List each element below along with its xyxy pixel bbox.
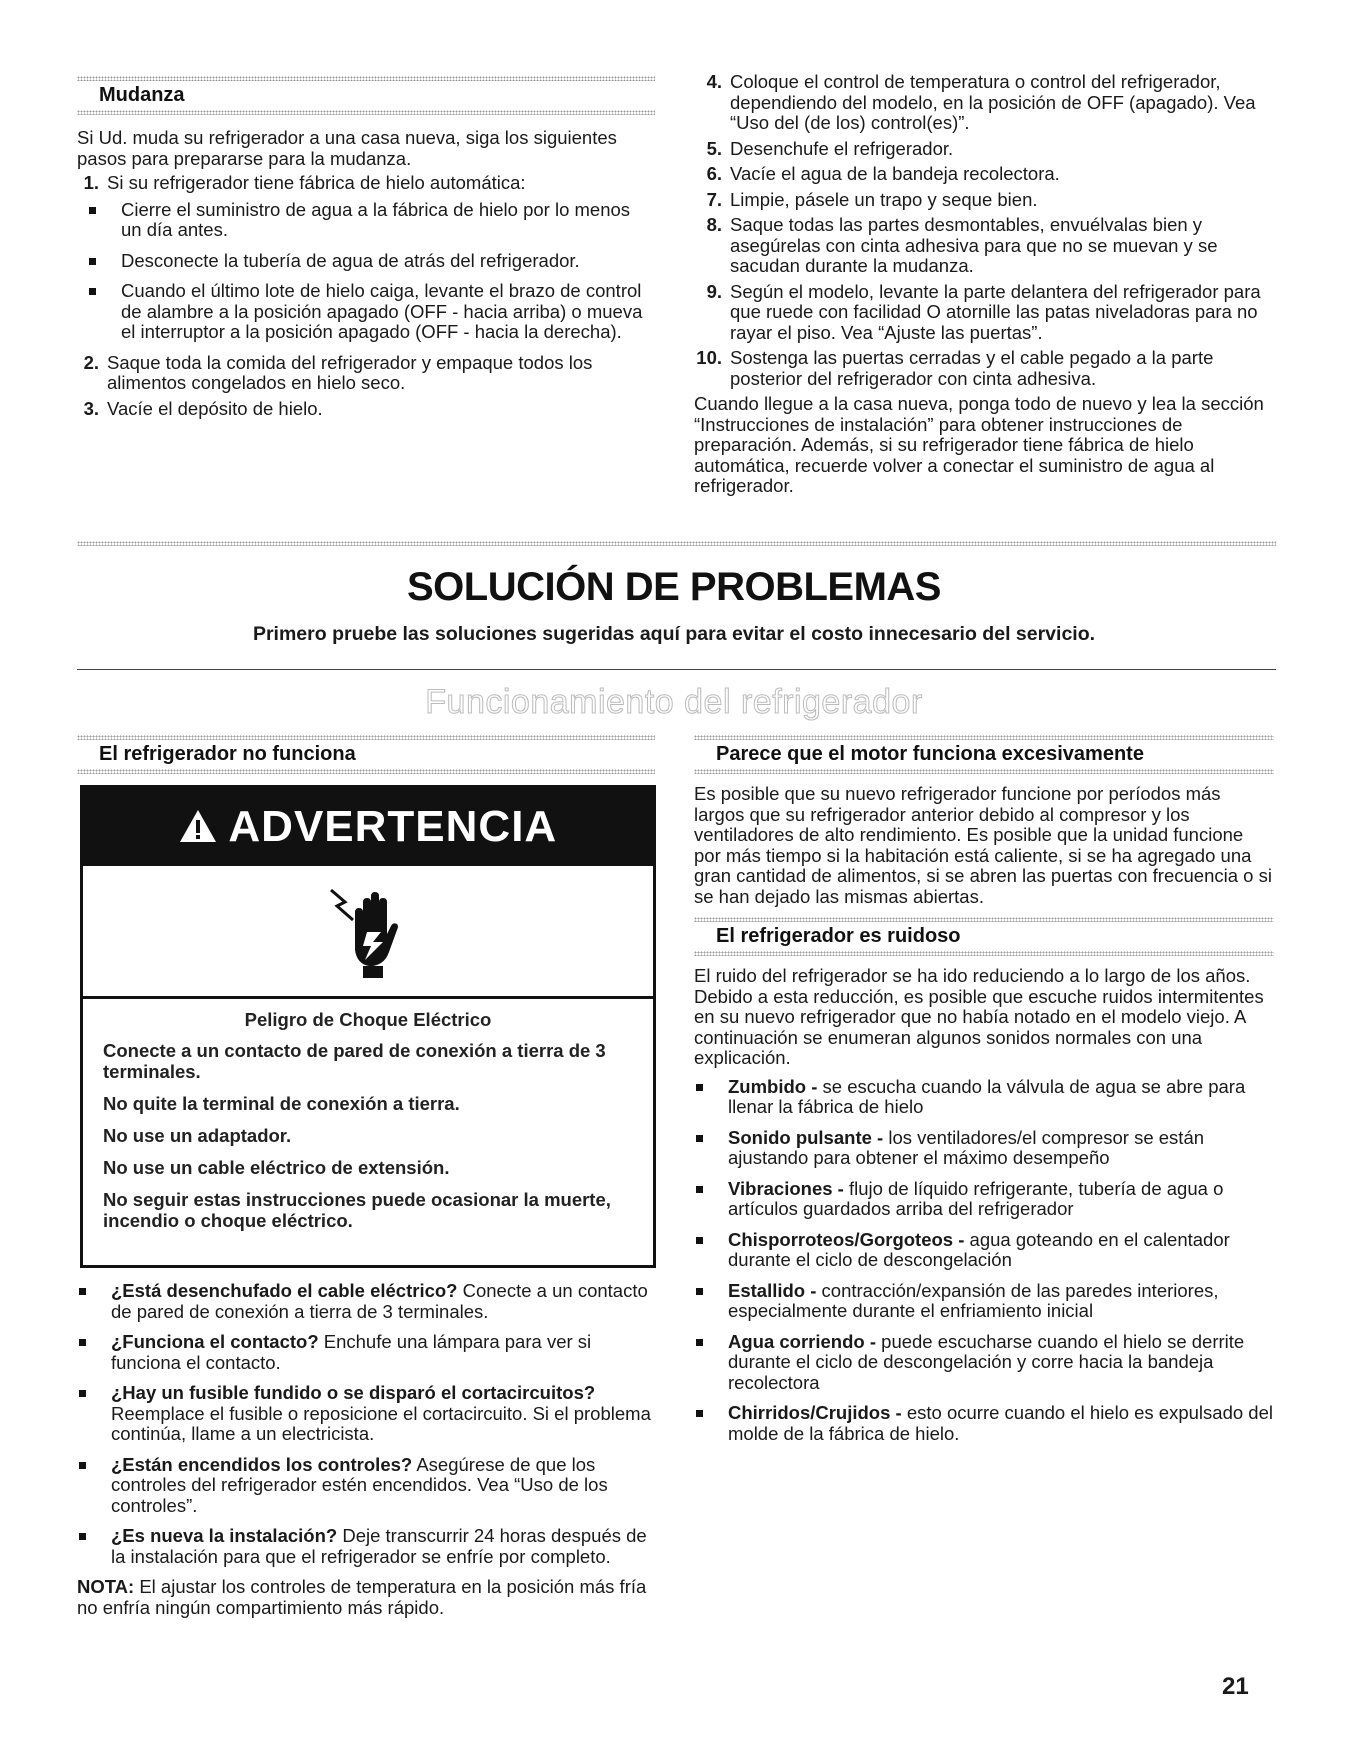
moving-intro: Si Ud. muda su refrigerador a una casa nueva, siga los siguientes pasos para prepararse para la mudanza. bbox=[77, 127, 617, 169]
dotted-rule bbox=[694, 917, 1274, 922]
sound-name: Agua corriendo - bbox=[728, 1330, 877, 1352]
not-working-section bbox=[77, 735, 655, 774]
check-answer: Reemplace el fusible o reposicione el cortacircuito. Si el problema continúa, llame a un electricista. bbox=[111, 1402, 651, 1444]
note bbox=[77, 1577, 655, 1618]
list-item bbox=[67, 1332, 655, 1373]
step-number: 9. bbox=[706, 280, 722, 302]
step-text: Desenchufe el refrigerador. bbox=[730, 137, 954, 159]
noisy-text: El ruido del refrigerador se ha ido reduciendo a lo largo de los años. Debido a esta reducción, es posible que escuche ruidos intermitentes en su nuevo refrigerador que no había notado en el modelo viejo. A continuación se enumeran algunos sonidos normales con una explicación. bbox=[694, 965, 1264, 1068]
noisy-heading: El refrigerador es ruidoso bbox=[716, 925, 961, 947]
step-number: 10. bbox=[696, 347, 722, 368]
not-working-checks bbox=[77, 1281, 655, 1618]
check-answer: Enchufe una lámpara para ver si funciona el contacto. bbox=[111, 1331, 592, 1373]
dotted-rule bbox=[694, 951, 1274, 956]
warning-line: No use un cable eléctrico de extensión. bbox=[103, 1157, 450, 1178]
list-item: 3. Vacíe el depósito de hielo. bbox=[83, 397, 323, 419]
list-item: Cuando el último lote de hielo caiga, levante el brazo de control de alambre a la posición apagado (OFF - hacia arriba) o mueva el interruptor a la posición apagado (OFF - hacia la derecha). bbox=[77, 281, 655, 343]
list-item: 1. Si su refrigerador tiene fábrica de hielo automática: Cierre el suministro de agua a la fábrica de hielo por lo menos un día antes. Desconecte la tubería de agua de atrás del refrigerador. Cuando el último lote de hielo caiga, levante el brazo de control de alambre a la posición apagado (OFF - hacia arriba) o mueva el interruptor a la posición apagado (OFF - hacia la derecha). bbox=[77, 173, 655, 343]
not-working-heading: El refrigerador no funciona bbox=[99, 743, 356, 765]
dotted-rule bbox=[77, 769, 655, 774]
step-number: 7. bbox=[706, 188, 722, 210]
note-text: El ajustar los controles de temperatura en la posición más fría no enfría ningún compartimiento más rápido. bbox=[77, 1576, 647, 1618]
warning-box bbox=[80, 785, 656, 1268]
step-text: Coloque el control de temperatura o control del refrigerador, dependiendo del modelo, en la posición de OFF (apagado). Vea “Uso del (de los) control(es)”. bbox=[730, 71, 1256, 133]
list-item bbox=[67, 1281, 655, 1322]
check-question: ¿Están encendidos los controles? bbox=[111, 1453, 413, 1475]
sound-description: flujo de líquido refrigerante, tubería de agua o artículos guardados arriba del refrigerador bbox=[728, 1177, 1224, 1219]
list-item: Desconecte la tubería de agua de atrás del refrigerador. bbox=[77, 251, 655, 272]
ice-maker-bullets bbox=[77, 200, 655, 343]
step-number: 6. bbox=[706, 163, 722, 184]
note-label: NOTA: bbox=[77, 1576, 135, 1597]
step-number: 8. bbox=[706, 214, 722, 235]
sound-description: los ventiladores/el compresor se están ajustando para obtener el máximo desempeño bbox=[728, 1126, 1205, 1168]
moving-closing: Cuando llegue a la casa nueva, ponga todo de nuevo y lea la sección “Instrucciones de instalación” para obtener instrucciones de preparación. Además, si su refrigerador tiene fábrica de hielo automática, recuerde volver a conectar el suministro de agua al refrigerador. bbox=[694, 393, 1264, 496]
sounds-list bbox=[684, 1077, 1274, 1445]
sound-name: Estallido - bbox=[728, 1279, 817, 1301]
page-subtitle: Primero pruebe las soluciones sugeridas aquí para evitar el costo innecesario del servicio. bbox=[252, 623, 1096, 645]
sound-name: Chisporroteos/Gorgoteos - bbox=[728, 1228, 965, 1250]
step-text: Saque toda la comida del refrigerador y empaque todos los alimentos congelados en hielo seco. bbox=[107, 351, 593, 393]
warning-header bbox=[83, 788, 653, 866]
list-item: 2. Saque toda la comida del refrigerador y empaque todos los alimentos congelados en hielo seco. bbox=[83, 351, 593, 393]
list-item bbox=[684, 1281, 1274, 1322]
step-text: Saque todas las partes desmontables, envuélvalas bien y asegúrelas con cinta adhesiva para que no se muevan y se sacudan durante la mudanza. bbox=[730, 214, 1218, 276]
moving-section-left bbox=[77, 76, 655, 424]
dotted-rule bbox=[694, 769, 1274, 774]
list-item: Cierre el suministro de agua a la fábrica de hielo por lo menos un día antes. bbox=[77, 200, 655, 241]
check-question: ¿Hay un fusible fundido o se disparó el cortacircuitos? bbox=[111, 1382, 596, 1403]
list-item bbox=[694, 139, 1274, 160]
list-item bbox=[684, 1179, 1274, 1220]
warning-line: No quite la terminal de conexión a tierra. bbox=[103, 1093, 460, 1114]
warning-triangle-icon bbox=[179, 802, 229, 851]
list-item bbox=[694, 164, 1274, 185]
list-item bbox=[684, 1332, 1274, 1394]
moving-steps-left bbox=[77, 173, 655, 419]
dotted-rule bbox=[77, 110, 655, 115]
warning-line: No use un adaptador. bbox=[103, 1125, 292, 1146]
sound-description: contracción/expansión de las paredes interiores, especialmente durante el enfriamiento inicial bbox=[728, 1279, 1219, 1321]
step-text: Limpie, pásele un trapo y seque bien. bbox=[730, 188, 1038, 210]
list-item bbox=[684, 1077, 1274, 1118]
sound-name: Vibraciones - bbox=[728, 1177, 844, 1199]
list-item bbox=[694, 72, 1274, 134]
divider bbox=[77, 669, 1276, 670]
warning-line: No seguir estas instrucciones puede ocasionar la muerte, incendio o choque eléctrico. bbox=[103, 1189, 611, 1231]
list-item bbox=[694, 215, 1274, 277]
step-text: Vacíe el depósito de hielo. bbox=[107, 397, 323, 419]
sound-name: Chirridos/Crujidos - bbox=[728, 1402, 902, 1423]
shock-hazard-icon bbox=[83, 866, 653, 999]
list-item bbox=[684, 1403, 1274, 1444]
check-question: ¿Está desenchufado el cable eléctrico? bbox=[111, 1280, 458, 1301]
page-title: SOLUCIÓN DE PROBLEMAS bbox=[407, 565, 941, 609]
check-question: ¿Es nueva la instalación? bbox=[111, 1525, 338, 1546]
sound-description: se escucha cuando la válvula de agua se abre para llenar la fábrica de hielo bbox=[728, 1075, 1246, 1117]
list-item bbox=[67, 1455, 655, 1517]
list-item bbox=[694, 348, 1274, 389]
checks-list bbox=[67, 1281, 655, 1567]
moving-heading: Mudanza bbox=[99, 84, 185, 106]
warning-label: ADVERTENCIA bbox=[228, 802, 558, 851]
dotted-rule bbox=[77, 541, 1276, 546]
moving-steps-right bbox=[694, 72, 1274, 389]
dotted-rule bbox=[77, 76, 655, 81]
dotted-rule bbox=[694, 735, 1274, 740]
sound-description: esto ocurre cuando el hielo es expulsado del molde de la fábrica de hielo. bbox=[728, 1402, 1273, 1444]
warning-hazard-title: Peligro de Choque Eléctrico bbox=[244, 1009, 492, 1030]
sound-name: Sonido pulsante - bbox=[728, 1126, 884, 1148]
step-text: Sostenga las puertas cerradas y el cable pegado a la parte posterior del refrigerador con cinta adhesiva. bbox=[730, 347, 1214, 389]
list-item bbox=[67, 1526, 655, 1567]
motor-section bbox=[694, 735, 1274, 1454]
page-number: 21 bbox=[1222, 1673, 1249, 1700]
step-number: 5. bbox=[706, 137, 722, 159]
sound-description: puede escucharse cuando el hielo se derrite durante el ciclo de descongelación y corre hacia la bandeja recolectora bbox=[728, 1330, 1245, 1393]
list-item bbox=[67, 1383, 655, 1445]
check-answer: Deje transcurrir 24 horas después de la instalación para que el refrigerador se enfríe por completo. bbox=[111, 1525, 647, 1567]
check-answer: Asegúrese de que los controles del refrigerador estén encendidos. Vea “Uso de los controles”. bbox=[111, 1453, 608, 1516]
list-item bbox=[684, 1128, 1274, 1169]
list-item bbox=[694, 190, 1274, 211]
step-text: Según el modelo, levante la parte delantera del refrigerador para que ruede con facilidad O atornille las patas niveladoras para no rayar el piso. Vea “Ajuste las puertas”. bbox=[730, 280, 1261, 343]
check-question: ¿Funciona el contacto? bbox=[111, 1331, 319, 1352]
list-item bbox=[684, 1230, 1274, 1271]
warning-line: Conecte a un contacto de pared de conexión a tierra de 3 terminales. bbox=[103, 1040, 606, 1082]
check-answer: Conecte a un contacto de pared de conexión a tierra de 3 terminales. bbox=[111, 1280, 648, 1322]
motor-text: Es posible que su nuevo refrigerador funcione por períodos más largos que su refrigerador anterior debido al compresor y los ventiladores de alto rendimiento. Es posible que la unidad funcione por más tiempo si la habitación está caliente, si se ha agregado una gran cantidad de alimentos, si se abren las puertas con frecuencia o si se han dejado las mismas abiertas. bbox=[694, 783, 1272, 907]
moving-section-right bbox=[694, 72, 1274, 501]
step-text: Vacíe el agua de la bandeja recolectora. bbox=[730, 163, 1060, 184]
section-title: Funcionamiento del refrigerador bbox=[425, 683, 923, 721]
sound-name: Zumbido - bbox=[728, 1075, 818, 1097]
motor-heading: Parece que el motor funciona excesivamente bbox=[716, 743, 1144, 765]
list-item bbox=[694, 282, 1274, 344]
step-number: 4. bbox=[706, 71, 722, 92]
dotted-rule bbox=[77, 735, 655, 740]
step-text: Si su refrigerador tiene fábrica de hielo automática: bbox=[107, 172, 526, 193]
warning-text bbox=[83, 999, 653, 1231]
sound-description: agua goteando en el calentador durante el ciclo de descongelación bbox=[728, 1228, 1230, 1270]
